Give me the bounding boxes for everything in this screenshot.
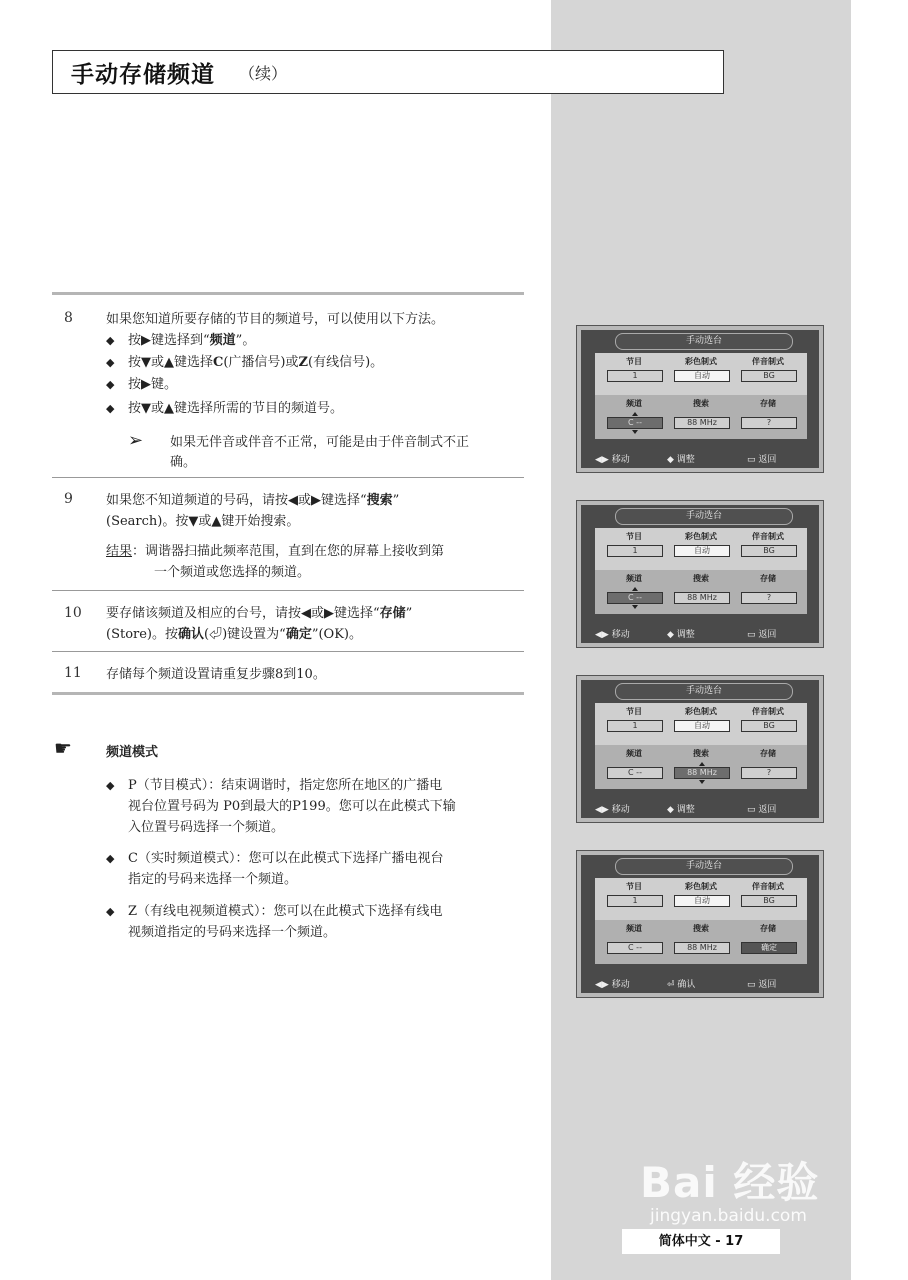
adjust-hint: ◆ 调整 xyxy=(667,805,695,815)
menu-title: 手动选台 xyxy=(615,508,793,525)
bullet: ◆ xyxy=(106,402,115,415)
down-arrow-icon xyxy=(632,430,638,434)
menu-header-color-system: 彩色制式 xyxy=(685,532,717,541)
menu-field-sound-system: BG xyxy=(741,370,797,382)
step-9-line-2: (Search)。按▼或▲键开始搜索。 xyxy=(106,514,300,529)
step-8-bullet-4: 按▼或▲键选择所需的节目的频道号。 xyxy=(128,401,343,416)
menu-header-sound-system: 伴音制式 xyxy=(752,532,784,541)
menu-header-store: 存储 xyxy=(760,749,776,758)
step-10-number: 10 xyxy=(64,605,82,621)
mode-p-line-3: 入位置号码选择一个频道。 xyxy=(128,820,285,835)
menu-field-color-system: 自动 xyxy=(674,545,730,557)
menu-header-channel: 频道 xyxy=(626,574,642,583)
move-hint: ◀▶ 移动 xyxy=(595,630,630,640)
menu-header-search: 搜索 xyxy=(693,574,709,583)
move-hint: ◀▶ 移动 xyxy=(595,455,630,465)
mode-c-line-1: C（实时频道模式）：您可以在此模式下选择广播电视台 xyxy=(128,851,444,866)
menu-field-program: 1 xyxy=(607,895,663,907)
return-hint: ▭ 返回 xyxy=(747,630,777,640)
menu-field-search: 88 MHz xyxy=(674,417,730,429)
page-number-label: 简体中文 - 17 xyxy=(622,1229,780,1254)
bullet: ◆ xyxy=(106,905,115,918)
tv-menu-screenshot-1 xyxy=(576,325,824,473)
mode-z-line-2: 视频道指定的号码来选择一个频道。 xyxy=(128,925,337,940)
return-hint: ▭ 返回 xyxy=(747,805,777,815)
menu-field-store: ? xyxy=(741,417,797,429)
step-8-text: 如果您知道所要存储的节目的频道号，可以使用以下方法。 xyxy=(106,312,445,327)
menu-field-search: 88 MHz xyxy=(674,942,730,954)
menu-header-program: 节目 xyxy=(626,882,642,891)
menu-field-program: 1 xyxy=(607,545,663,557)
bullet: ◆ xyxy=(106,852,115,865)
menu-field-program: 1 xyxy=(607,370,663,382)
modes-heading: 频道模式 xyxy=(106,745,159,760)
menu-header-store: 存储 xyxy=(760,399,776,408)
baidu-watermark-logo: Bai 经验 xyxy=(640,1158,820,1207)
down-arrow-icon xyxy=(632,605,638,609)
step-8-note-line-2: 确。 xyxy=(170,455,197,470)
menu-field-channel: C -- xyxy=(607,767,663,779)
step-9-line-1: 如果您不知道频道的号码，请按◀或▶键选择“搜索” xyxy=(106,493,400,508)
step-10-line-2: (Store)。按确认(⏎)键设置为“确定”(OK)。 xyxy=(106,627,363,642)
step-11-number: 11 xyxy=(64,665,82,681)
menu-header-channel: 频道 xyxy=(626,399,642,408)
menu-header-color-system: 彩色制式 xyxy=(685,707,717,716)
move-hint: ◀▶ 移动 xyxy=(595,980,630,990)
step-8-bullet-3: 按▶键。 xyxy=(128,377,177,392)
menu-header-search: 搜索 xyxy=(693,749,709,758)
menu-field-channel: C -- xyxy=(607,417,663,429)
menu-header-color-system: 彩色制式 xyxy=(685,357,717,366)
bullet: ◆ xyxy=(106,356,115,369)
adjust-hint: ◆ 调整 xyxy=(667,630,695,640)
menu-header-sound-system: 伴音制式 xyxy=(752,357,784,366)
menu-footer xyxy=(581,971,819,993)
menu-field-color-system: 自动 xyxy=(674,895,730,907)
up-arrow-icon xyxy=(699,762,705,766)
step-8-bullet-2: 按▼或▲键选择C(广播信号)或Z(有线信号)。 xyxy=(128,355,384,370)
tv-menu-screenshot-4 xyxy=(576,850,824,998)
note-arrow-icon: ➢ xyxy=(128,430,144,451)
menu-header-sound-system: 伴音制式 xyxy=(752,707,784,716)
menu-footer xyxy=(581,796,819,818)
menu-field-channel: C -- xyxy=(607,942,663,954)
menu-field-sound-system: BG xyxy=(741,895,797,907)
section-divider xyxy=(52,651,524,652)
menu-header-store: 存储 xyxy=(760,924,776,933)
step-8-number: 8 xyxy=(64,310,73,326)
menu-field-store-confirmed: 确定 xyxy=(741,942,797,954)
menu-field-store: ? xyxy=(741,592,797,604)
menu-header-channel: 频道 xyxy=(626,924,642,933)
menu-field-search: 88 MHz xyxy=(674,767,730,779)
menu-header-program: 节目 xyxy=(626,532,642,541)
menu-field-store: ? xyxy=(741,767,797,779)
menu-header-channel: 频道 xyxy=(626,749,642,758)
section-divider xyxy=(52,477,524,478)
return-hint: ▭ 返回 xyxy=(747,455,777,465)
section-rule-top xyxy=(52,292,524,295)
mode-c-line-2: 指定的号码来选择一个频道。 xyxy=(128,872,298,887)
bullet: ◆ xyxy=(106,334,115,347)
menu-field-color-system: 自动 xyxy=(674,370,730,382)
menu-header-program: 节目 xyxy=(626,357,642,366)
step-10-line-1: 要存储该频道及相应的台号，请按◀或▶键选择“存储” xyxy=(106,606,413,621)
menu-field-search: 88 MHz xyxy=(674,592,730,604)
tv-menu-screenshot-3 xyxy=(576,675,824,823)
confirm-hint: ⏎ 确认 xyxy=(667,980,696,990)
mode-z-line-1: Z（有线电视频道模式）：您可以在此模式下选择有线电 xyxy=(128,904,443,919)
menu-header-sound-system: 伴音制式 xyxy=(752,882,784,891)
menu-header-store: 存储 xyxy=(760,574,776,583)
mode-p-line-1: P（节目模式）：结束调谐时，指定您所在地区的广播电 xyxy=(128,778,443,793)
adjust-hint: ◆ 调整 xyxy=(667,455,695,465)
menu-field-sound-system: BG xyxy=(741,720,797,732)
step-9-result-line-2: 一个频道或您选择的频道。 xyxy=(154,565,311,580)
step-9-result-line-1: 结果：调谐器扫描此频率范围，直到在您的屏幕上接收到第 xyxy=(106,544,445,559)
menu-header-program: 节目 xyxy=(626,707,642,716)
up-arrow-icon xyxy=(632,587,638,591)
baidu-watermark-url: jingyan.baidu.com xyxy=(650,1206,807,1226)
step-8-bullet-1: 按▶键选择到“频道”。 xyxy=(128,333,256,348)
menu-field-sound-system: BG xyxy=(741,545,797,557)
menu-field-color-system: 自动 xyxy=(674,720,730,732)
menu-title: 手动选台 xyxy=(615,683,793,700)
page-title-box xyxy=(52,50,724,94)
menu-footer xyxy=(581,446,819,468)
page-title-continued: （续） xyxy=(239,63,288,83)
menu-field-channel: C -- xyxy=(607,592,663,604)
up-arrow-icon xyxy=(632,412,638,416)
menu-header-search: 搜索 xyxy=(693,924,709,933)
menu-footer xyxy=(581,621,819,643)
return-hint: ▭ 返回 xyxy=(747,980,777,990)
move-hint: ◀▶ 移动 xyxy=(595,805,630,815)
pointing-hand-icon: ☛ xyxy=(54,736,72,760)
menu-header-search: 搜索 xyxy=(693,399,709,408)
step-9-number: 9 xyxy=(64,491,73,507)
page-title: 手动存储频道 xyxy=(71,61,215,88)
bullet: ◆ xyxy=(106,378,115,391)
menu-title: 手动选台 xyxy=(615,333,793,350)
menu-field-program: 1 xyxy=(607,720,663,732)
down-arrow-icon xyxy=(699,780,705,784)
menu-header-color-system: 彩色制式 xyxy=(685,882,717,891)
mode-p-line-2: 视台位置号码为 P0到最大的P199。您可以在此模式下输 xyxy=(128,799,456,814)
section-divider xyxy=(52,590,524,591)
step-8-note-line-1: 如果无伴音或伴音不正常，可能是由于伴音制式不正 xyxy=(170,435,470,450)
step-11-text: 存储每个频道设置请重复步骤8到10。 xyxy=(106,667,326,682)
menu-title: 手动选台 xyxy=(615,858,793,875)
tv-menu-screenshot-2 xyxy=(576,500,824,648)
section-rule-bottom xyxy=(52,692,524,695)
bullet: ◆ xyxy=(106,779,115,792)
